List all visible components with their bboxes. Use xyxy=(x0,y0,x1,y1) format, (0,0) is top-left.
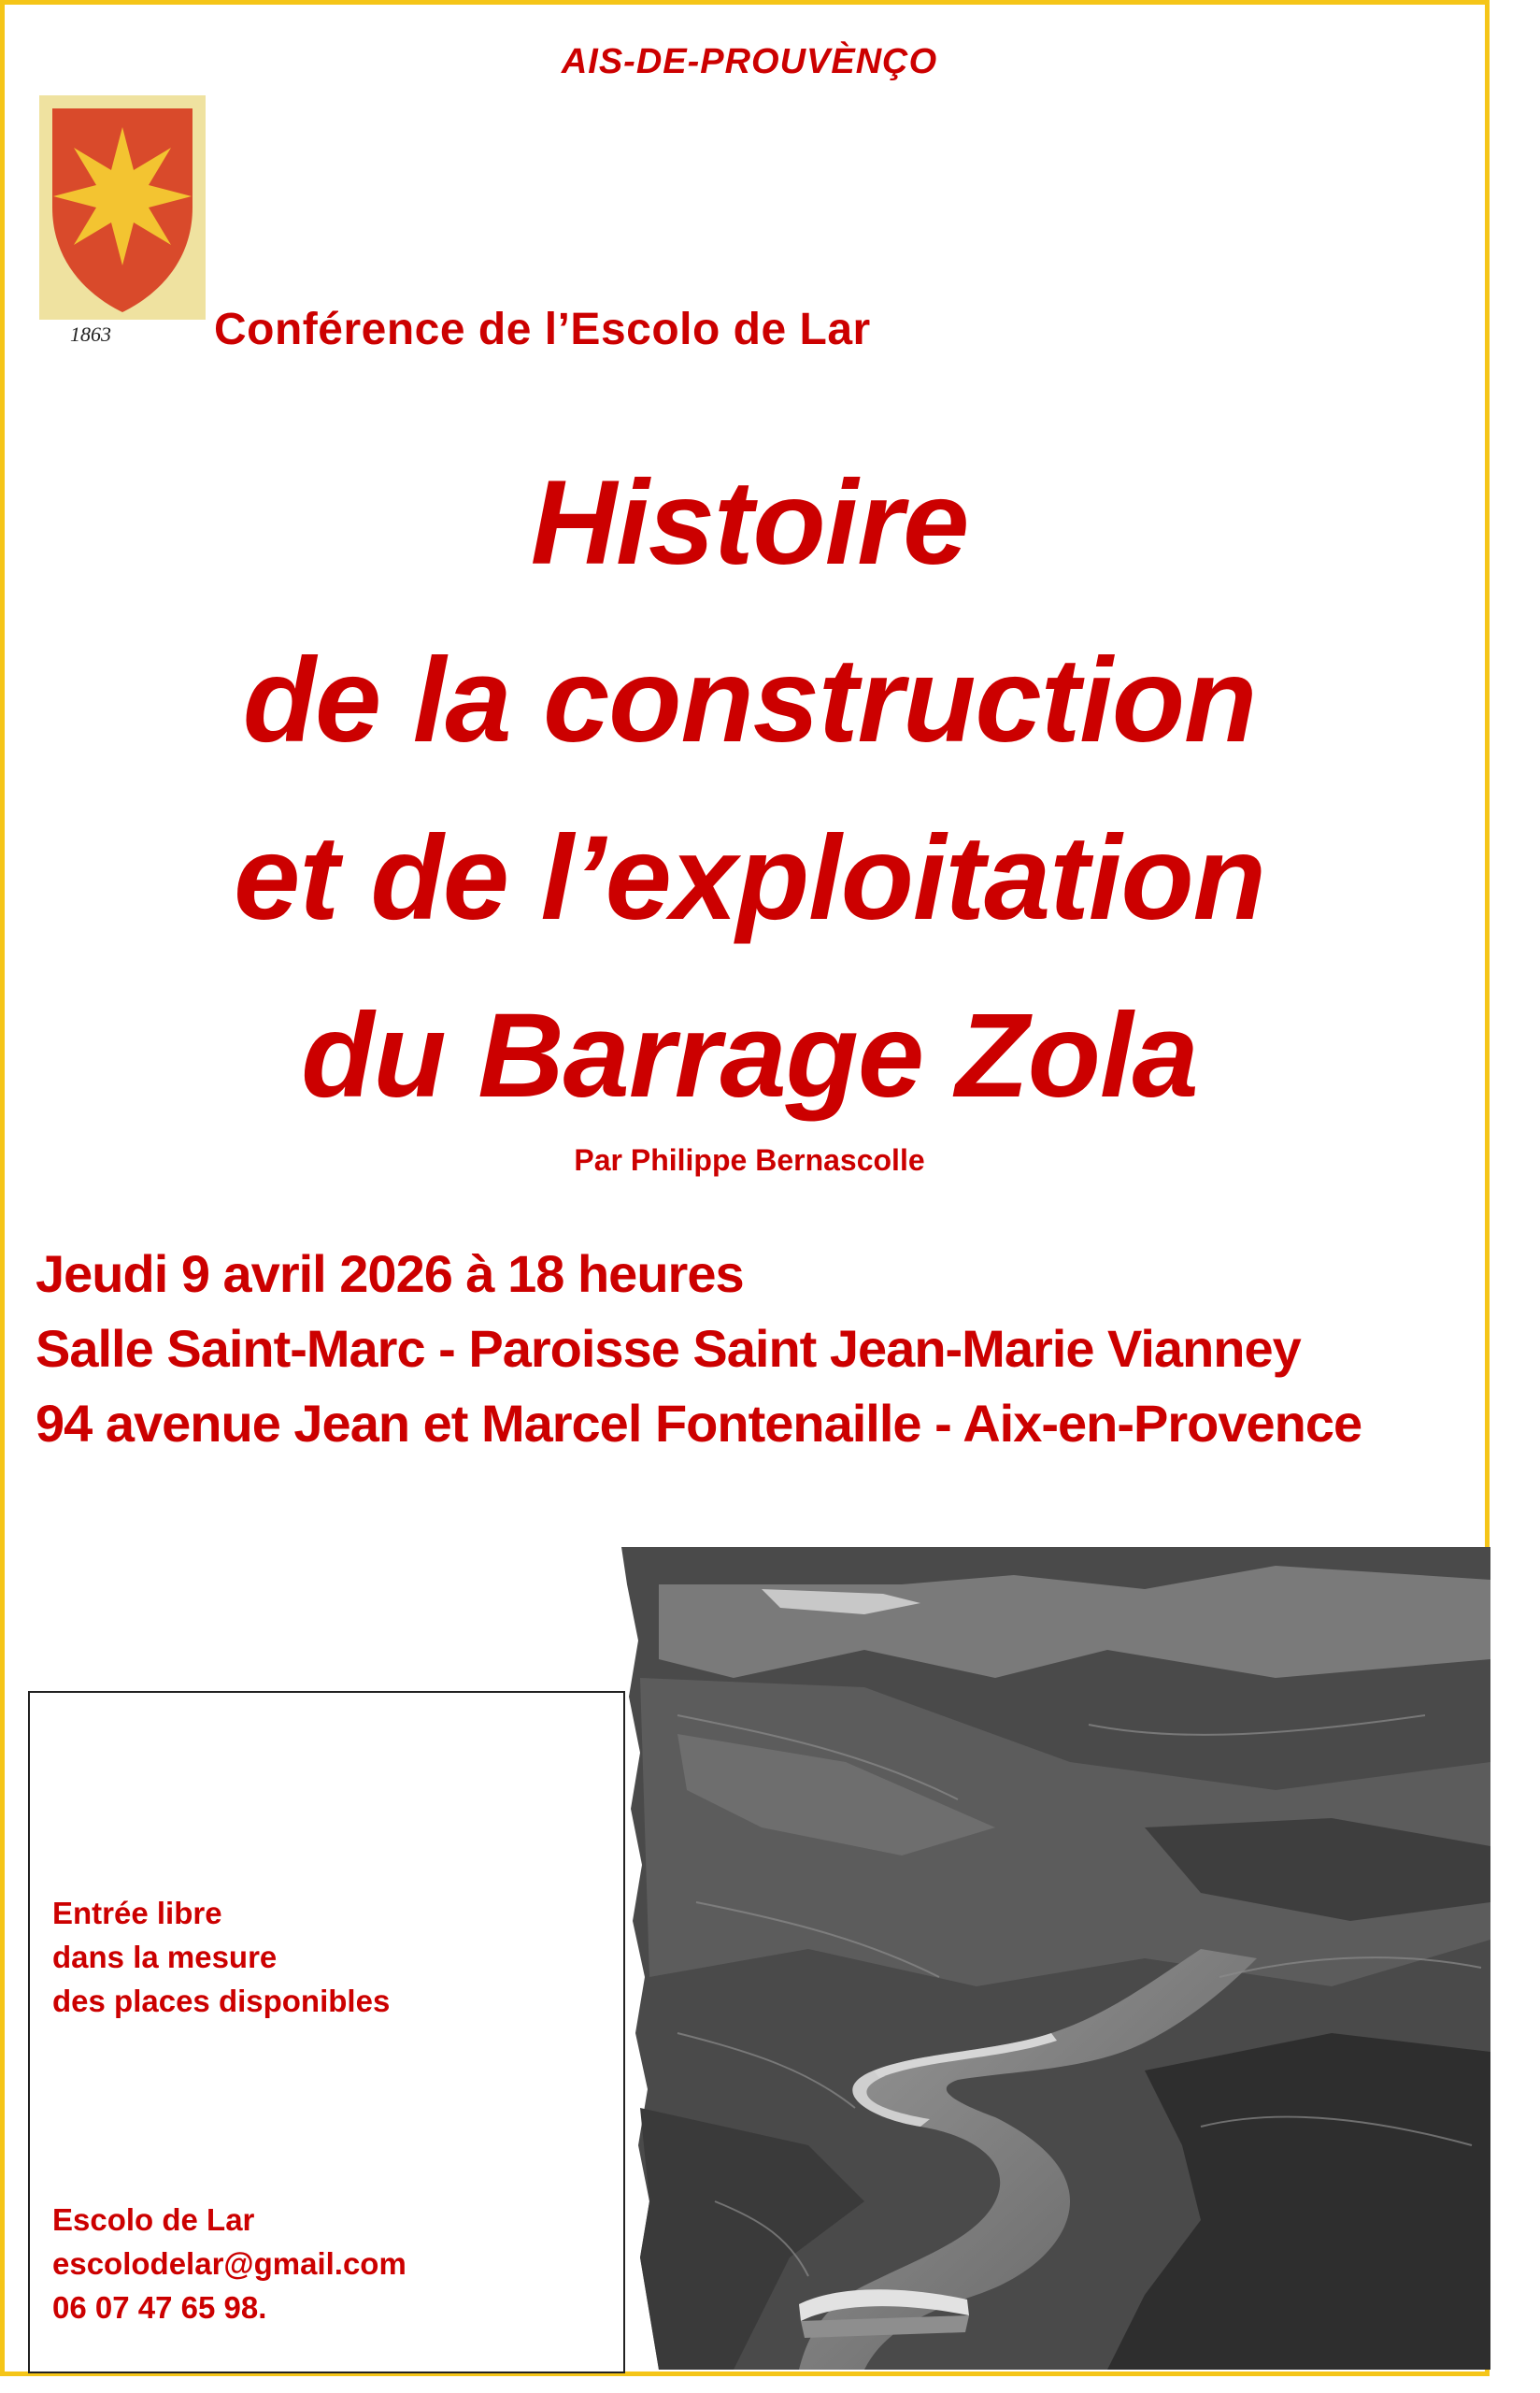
event-address: 94 avenue Jean et Marcel Fontenaille - Aix-en-Provence xyxy=(36,1394,1362,1453)
entry-line-3: des places disponibles xyxy=(52,1984,391,2018)
contact-block xyxy=(52,2198,406,2329)
title-line-2: de la construction xyxy=(242,634,1257,767)
dam-landscape-photo xyxy=(621,1547,1490,2370)
event-info xyxy=(36,1237,1362,1461)
event-date: Jeudi 9 avril 2026 à 18 heures xyxy=(36,1244,744,1303)
conference-subtitle: Conférence de l’Escolo de Lar xyxy=(214,305,871,354)
shield-emblem-icon xyxy=(39,95,206,320)
event-venue: Salle Saint-Marc - Paroisse Saint Jean-Marie Vianney xyxy=(36,1319,1301,1378)
info-box xyxy=(28,1691,625,2373)
title-line-3: et de l’exploitation xyxy=(234,811,1265,945)
contact-phone[interactable]: 06 07 47 65 98. xyxy=(52,2290,267,2325)
city-name: AIS-DE-PROUVÈNÇO xyxy=(561,42,938,81)
contact-email[interactable]: escolodelar@gmail.com xyxy=(52,2246,406,2281)
main-title xyxy=(5,435,1494,1145)
title-line-1: Histoire xyxy=(530,456,969,590)
title-line-4: du Barrage Zola xyxy=(301,989,1198,1123)
free-entry-note xyxy=(52,1891,390,2023)
entry-line-1: Entrée libre xyxy=(52,1896,222,1930)
contact-name: Escolo de Lar xyxy=(52,2202,255,2237)
entry-line-2: dans la mesure xyxy=(52,1940,278,1974)
founded-year: 1863 xyxy=(70,322,111,346)
speaker-name: Par Philippe Bernascolle xyxy=(574,1143,925,1177)
